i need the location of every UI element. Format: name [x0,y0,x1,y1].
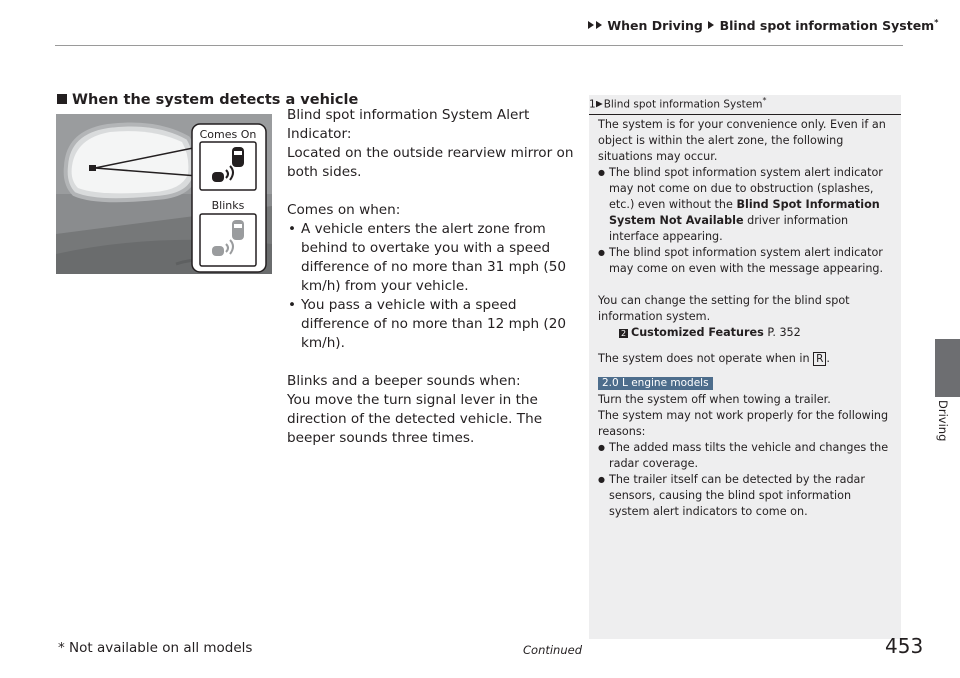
heading-square-icon [57,94,67,104]
header-divider [55,45,903,46]
sidebar-list-reasons [598,440,894,520]
sidebar-para-towing: Turn the system off when towing a trailer. [598,393,831,406]
sidebar-para-reasons: The system may not work properly for the following reasons: [598,409,889,438]
sidebar-para-reverse [598,351,894,367]
section-heading-text: When the system detects a vehicle [72,92,359,108]
gear-r-box: R [813,352,826,366]
para-text: . [826,352,830,365]
list-item: ● The blind spot information system alert indicator may come on even with the message appearing. [598,245,894,277]
comes-on-heading: Comes on when: [287,202,401,218]
bullet-text: driver information interface appearing. [609,214,849,243]
list-item [598,165,894,245]
footnote: * Not available on all models [58,640,253,656]
list-item: ● The trailer itself can be detected by the radar sensors, causing the blind spot information system alert indicators to come on. [598,472,894,520]
cross-reference-link[interactable] [598,325,894,341]
breadcrumb-arrow-icon [596,21,602,29]
blinks-text: You move the turn signal lever in the direction of the detected vehicle. The beeper sounds three times. [287,392,543,446]
sidebar-title-text: Blind spot information System [603,98,763,111]
sidebar-title-number: 1 [589,98,596,111]
list-item: • A vehicle enters the alert zone from behind to overtake you with a speed difference of no more than 31 mph (50 km/h) from your vehicle. [287,220,582,296]
label-blinks: Blinks [211,199,245,212]
continued-label: Continued [523,643,583,657]
asterisk-mark: * [762,96,767,105]
mirror-illustration-graphic [56,114,272,274]
sidebar-list-situations [598,165,894,277]
asterisk-mark: * [934,18,939,27]
main-body-text [287,106,582,448]
sidebar-body [598,117,894,520]
blinks-heading: Blinks and a beeper sounds when: [287,373,521,389]
reference-triangle-icon [596,101,603,108]
para-text: The system does not operate when in [598,352,814,365]
engine-model-badge: 2.0 L engine models [598,377,713,390]
list-item: • You pass a vehicle with a speed difference of no more than 12 mph (20 km/h). [287,296,582,353]
breadcrumb-item-blind-spot[interactable]: Blind spot information System [719,18,935,34]
chapter-tab[interactable] [935,339,960,397]
page-number: 453 [885,634,924,658]
comes-on-list [287,220,582,353]
bullet-bold-text: Blind Spot Information System Not Available [609,198,880,227]
sidebar-title [589,96,767,111]
label-comes-on: Comes On [199,128,257,141]
indicator-title: Blind spot information System Alert Indicator: [287,107,530,142]
xref-arrow-icon: 2 [620,329,627,338]
breadcrumb-item-when-driving[interactable]: When Driving [607,18,703,34]
chapter-tab-label: Driving [936,400,950,442]
breadcrumb-arrow-icon [588,21,594,29]
indicator-location: Located on the outside rearview mirror on both sides. [287,145,574,180]
xref-page: P. 352 [767,326,801,339]
bullet-text: The blind spot information system alert indicator may not come on due to obstruction (splashes, etc.) even without the [609,166,883,211]
sidebar-para-setting: You can change the setting for the blind spot information system. [598,294,850,323]
mirror-illustration [56,114,272,274]
xref-label[interactable]: Customized Features [631,326,764,339]
list-item: ● The added mass tilts the vehicle and changes the radar coverage. [598,440,894,472]
breadcrumb-arrow-icon [708,21,714,29]
sidebar-divider [589,114,901,115]
breadcrumb [587,18,938,33]
sidebar-para-convenience: The system is for your convenience only. Even if an object is within the alert zone, the following situations may occur. [598,118,886,163]
